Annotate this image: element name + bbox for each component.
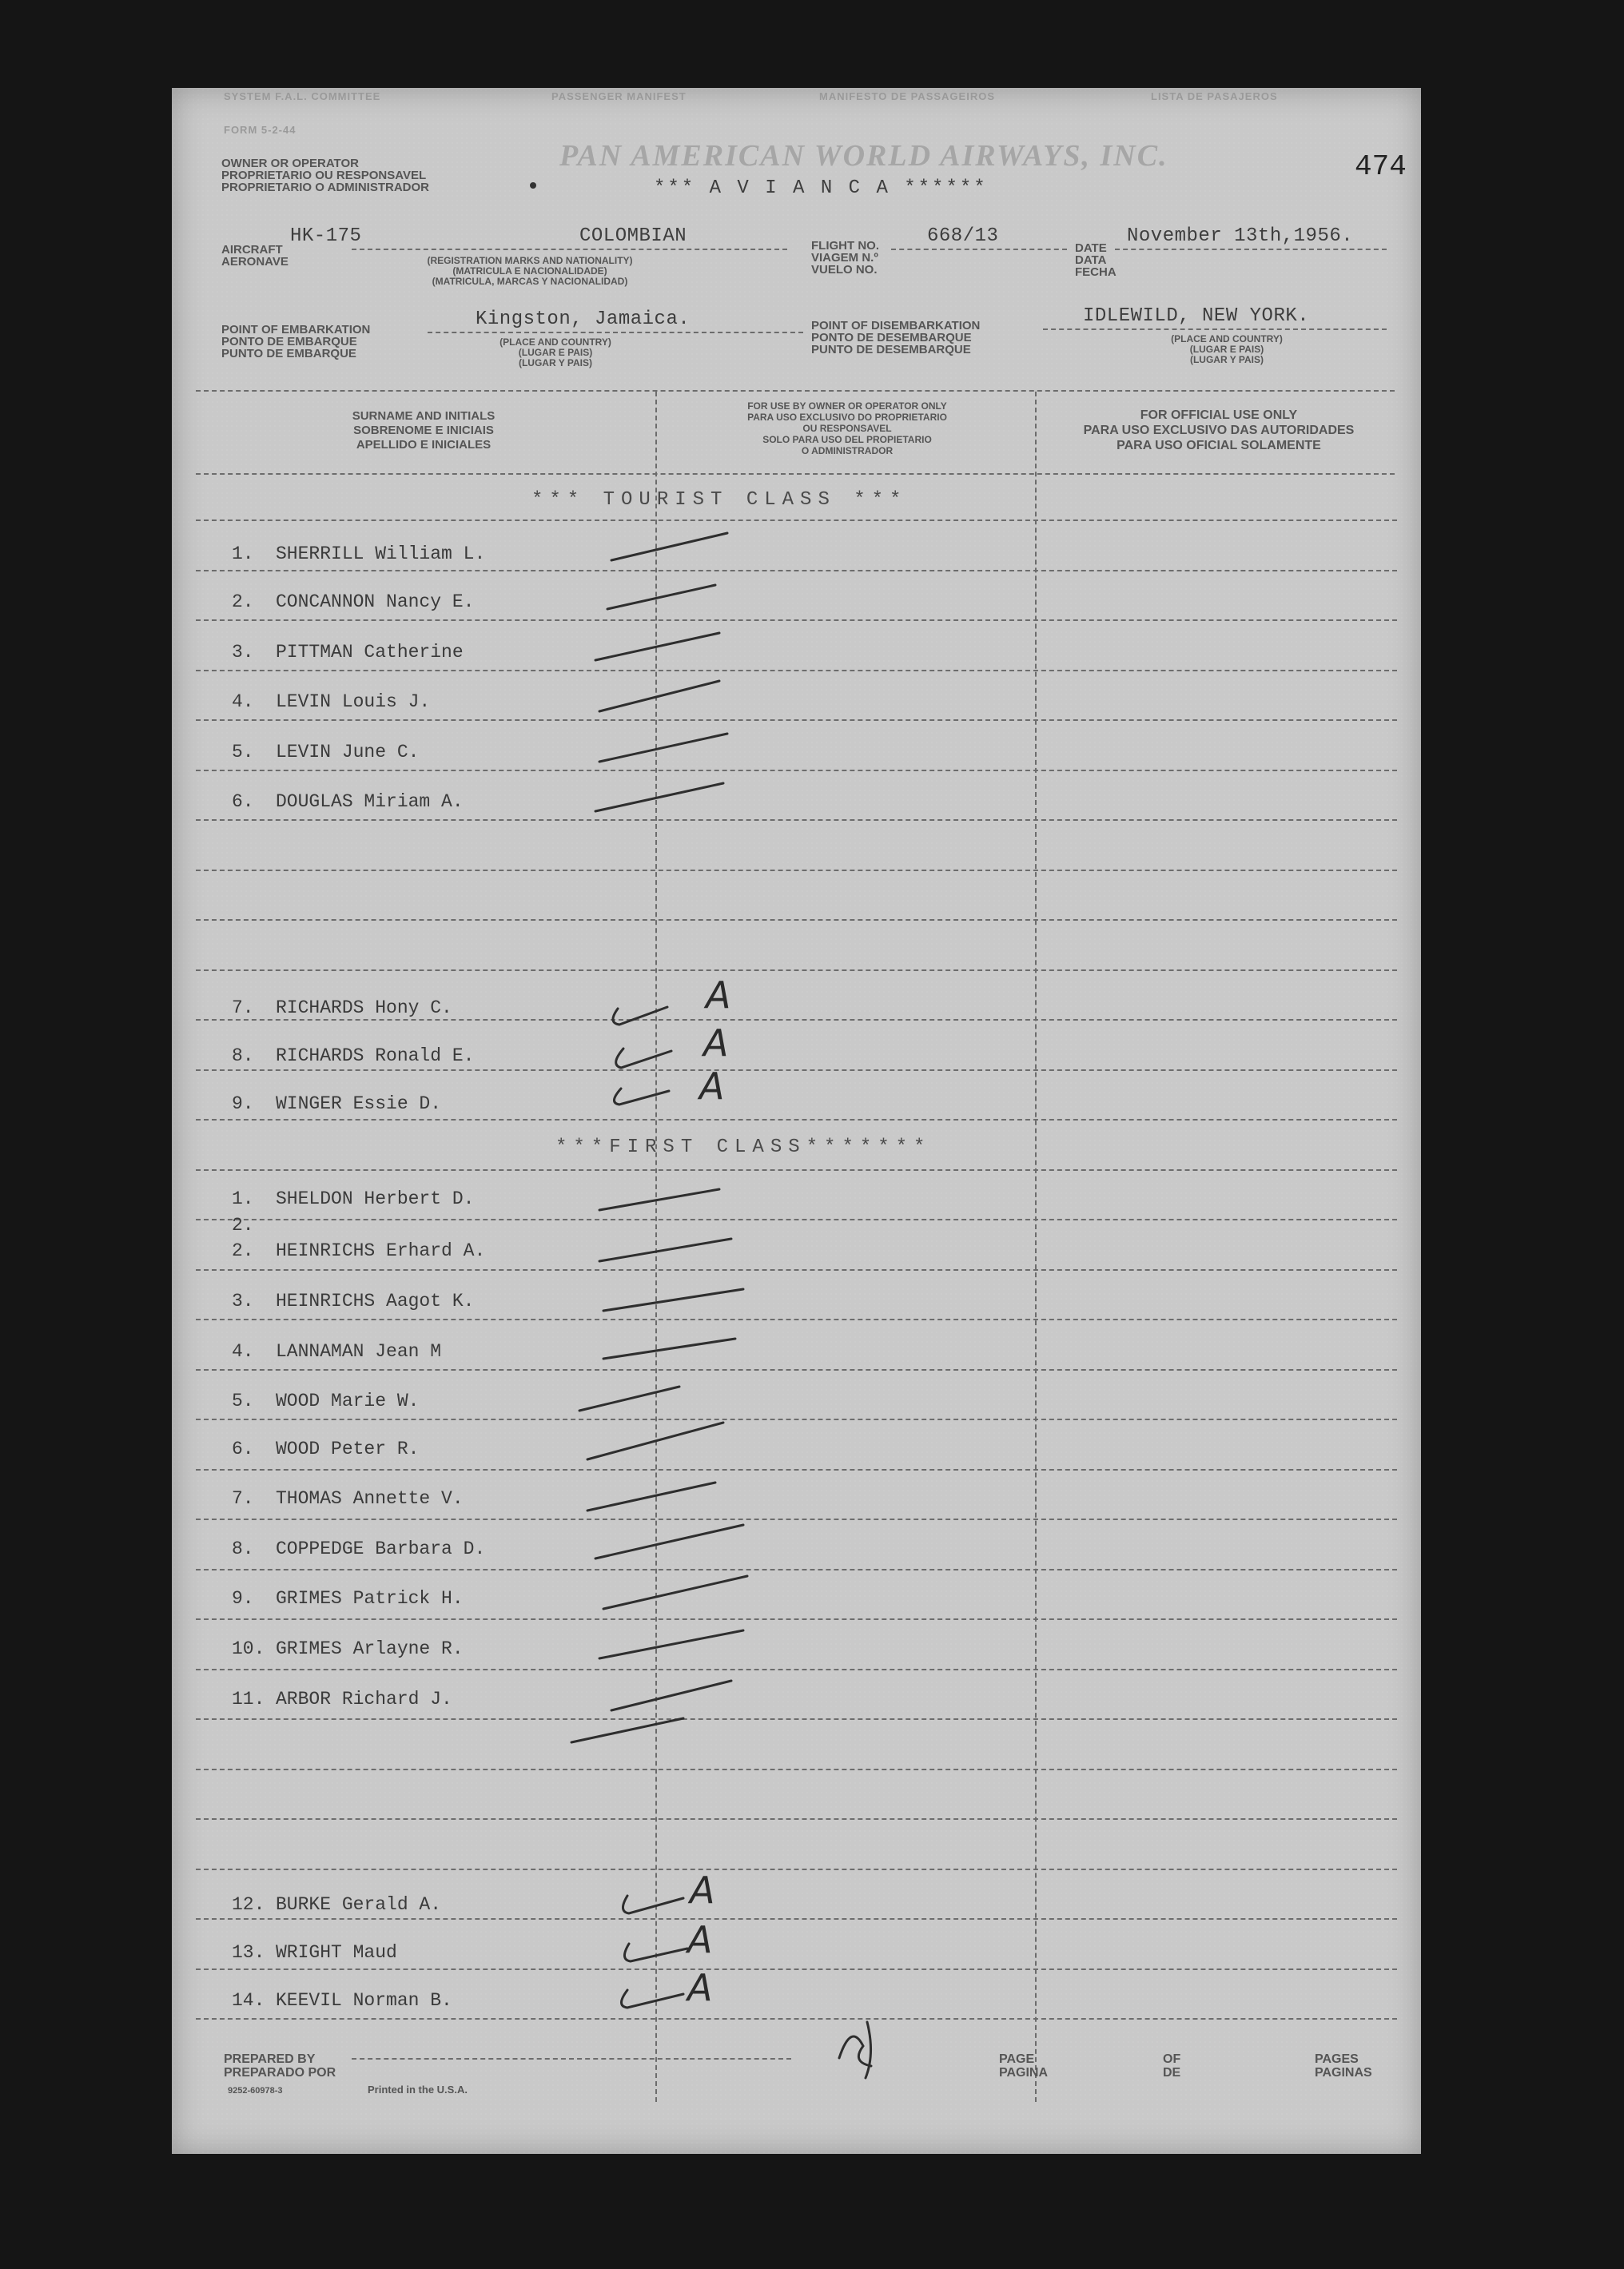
stroke-mark [571, 1718, 683, 1742]
passenger-name: BURKE Gerald A. [276, 1894, 442, 1915]
passenger-name: LEVIN June C. [276, 742, 420, 762]
embark-caption-2: (LUGAR E PAIS) [518, 347, 593, 358]
embark-label-pt: PONTO DE EMBARQUE [221, 335, 357, 348]
aircraft-nationality: COLOMBIAN [579, 225, 687, 247]
list-item: 7. RICHARDS Hony C. [232, 997, 452, 1018]
list-item: 5. LEVIN June C. [232, 742, 420, 762]
flight-date: November 13th,1956. [1127, 225, 1354, 247]
passenger-name: SHERRILL William L. [276, 543, 486, 564]
disembark-caption-3: (LUGAR Y PAIS) [1189, 354, 1264, 365]
list-item: 1. SHELDON Herbert D. [232, 1188, 475, 1209]
mark-a: A [690, 1869, 715, 1912]
embark-caption-1: (PLACE AND COUNTRY) [500, 336, 611, 348]
passenger-name: HEINRICHS Erhard A. [276, 1240, 486, 1261]
col2-header-1: FOR USE BY OWNER OR OPERATOR ONLY [747, 400, 947, 412]
aircraft-caption-3: (MATRICULA, MARCAS Y NACIONALIDAD) [432, 276, 628, 287]
list-item: 1. SHERRILL William L. [232, 543, 486, 564]
pages-label-es: PAGINAS [1315, 2066, 1372, 2080]
handwritten-marks [172, 88, 1421, 2154]
disembark-caption-1: (PLACE AND COUNTRY) [1171, 333, 1283, 344]
prepared-underline [352, 2058, 791, 2060]
list-item: 12. BURKE Gerald A. [232, 1894, 442, 1915]
disembarkation-place: IDLEWILD, NEW YORK. [1083, 305, 1310, 327]
passenger-name: ARBOR Richard J. [276, 1689, 452, 1710]
list-item: 8. COPPEDGE Barbara D. [232, 1539, 486, 1559]
stroke-mark [599, 1189, 719, 1210]
stroke-mark [595, 783, 723, 811]
avianca-line: *** A V I A N C A ****** [654, 177, 988, 199]
flight-label-es: VUELO NO. [811, 263, 878, 277]
first-class-label: ***FIRST CLASS******* [555, 1136, 932, 1158]
aircraft-label-en: AIRCRAFT [221, 243, 283, 257]
company-name: PAN AMERICAN WORLD AIRWAYS, INC. [559, 139, 1168, 173]
check-icon [622, 1990, 684, 2008]
passenger-name: WOOD Peter R. [276, 1439, 420, 1459]
passenger-name: RICHARDS Hony C. [276, 997, 452, 1018]
aircraft-caption-1: (REGISTRATION MARKS AND NATIONALITY) [427, 255, 633, 266]
manifest-sheet [172, 88, 1421, 2154]
stroke-mark [595, 633, 719, 660]
page-label-en: PAGE [999, 2052, 1035, 2066]
stroke-mark [599, 1239, 731, 1261]
disembark-caption-2: (LUGAR E PAIS) [1189, 344, 1264, 355]
check-icon [623, 1896, 683, 1913]
stroke-mark [603, 1339, 735, 1359]
passenger-name: WINGER Essie D. [276, 1093, 442, 1114]
printed-in: Printed in the U.S.A. [368, 2084, 468, 2096]
col3-header-2: PARA USO EXCLUSIVO DAS AUTORIDADES [1083, 424, 1355, 437]
stroke-mark [607, 585, 715, 609]
list-item: 14. KEEVIL Norman B. [232, 1990, 452, 2011]
aircraft-label-pt: AERONAVE [221, 255, 289, 269]
disembark-label-es: PUNTO DE DESEMBARQUE [811, 343, 971, 356]
passenger-name: SHELDON Herbert D. [276, 1188, 475, 1209]
tourist-class-label: *** TOURIST CLASS *** [531, 489, 908, 511]
stroke-mark [587, 1483, 715, 1511]
passenger-name: HEINRICHS Aagot K. [276, 1291, 475, 1312]
passenger-name: RICHARDS Ronald E. [276, 1045, 475, 1066]
owner-label-en: OWNER OR OPERATOR [221, 157, 359, 170]
col2-header-5: O ADMINISTRADOR [801, 445, 894, 456]
stroke-mark [611, 533, 727, 560]
page-number: 474 [1355, 150, 1407, 183]
list-item: 11. ARBOR Richard J. [232, 1689, 452, 1710]
header-faded-1: PASSENGER MANIFEST [551, 90, 687, 102]
list-item: 2. CONCANNON Nancy E. [232, 591, 475, 612]
owner-label-es: PROPRIETARIO O ADMINISTRADOR [221, 181, 430, 194]
list-item: 9. GRIMES Patrick H. [232, 1588, 464, 1609]
list-item: 3. PITTMAN Catherine [232, 642, 464, 663]
passenger-name: THOMAS Annette V. [276, 1488, 464, 1509]
embark-label-es: PUNTO DE EMBARQUE [221, 347, 356, 360]
of-label-es: DE [1163, 2066, 1181, 2080]
passenger-name: COPPEDGE Barbara D. [276, 1539, 486, 1559]
check-icon [616, 1049, 671, 1068]
flight-number: 668/13 [927, 225, 999, 247]
list-item: 7. THOMAS Annette V. [232, 1488, 464, 1509]
passenger-name: WOOD Marie W. [276, 1391, 420, 1411]
passenger-name: LANNAMAN Jean M [276, 1341, 442, 1362]
prepared-by-en: PREPARED BY [224, 2052, 316, 2066]
mark-a: A [699, 1065, 725, 1108]
check-icon [624, 1944, 687, 1961]
mark-a: A [706, 973, 731, 1017]
passenger-name: GRIMES Arlayne R. [276, 1638, 464, 1659]
stroke-mark [599, 734, 727, 762]
header-faded-3: LISTA DE PASAJEROS [1151, 90, 1278, 102]
passenger-name: GRIMES Patrick H. [276, 1588, 464, 1609]
stroke-mark [579, 1387, 679, 1411]
col1-header-es: APELLIDO E INICIALES [356, 438, 492, 452]
list-item: 3. HEINRICHS Aagot K. [232, 1291, 475, 1312]
stroke-mark [599, 681, 719, 711]
col2-header-2: PARA USO EXCLUSIVO DO PROPRIETARIO [747, 412, 947, 423]
form-id-number: FORM 5-2-44 [224, 124, 297, 136]
date-label-pt: DATA [1075, 253, 1107, 267]
stroke-mark [611, 1681, 731, 1710]
flight-label-pt: VIAGEM N.º [811, 251, 878, 265]
col3-header-3: PARA USO OFICIAL SOLAMENTE [1116, 439, 1321, 452]
col1-header-en: SURNAME AND INITIALS [352, 409, 496, 423]
stroke-mark [603, 1576, 747, 1609]
list-item: 8. RICHARDS Ronald E. [232, 1045, 475, 1066]
flight-label-en: FLIGHT NO. [811, 239, 879, 253]
list-item: 2. HEINRICHS Erhard A. [232, 1240, 486, 1261]
embark-caption-3: (LUGAR Y PAIS) [518, 357, 592, 368]
stroke-mark [595, 1525, 743, 1558]
list-item: 5. WOOD Marie W. [232, 1391, 420, 1411]
list-item: 9. WINGER Essie D. [232, 1093, 442, 1114]
form-code: 9252-60978-3 [228, 2086, 283, 2096]
date-label-es: FECHA [1075, 265, 1116, 279]
owner-label-pt: PROPRIETARIO OU RESPONSAVEL [221, 169, 427, 182]
disembark-label-pt: PONTO DE DESEMBARQUE [811, 331, 972, 344]
form-id-top: SYSTEM F.A.L. COMMITTEE [224, 90, 381, 102]
embarkation-place: Kingston, Jamaica. [476, 309, 691, 330]
of-label-en: OF [1163, 2052, 1181, 2066]
initials-signature [839, 2022, 871, 2078]
page-label-es: PAGINA [999, 2066, 1049, 2080]
col2-header-3: OU RESPONSAVEL [802, 423, 892, 434]
list-item: 6. WOOD Peter R. [232, 1439, 420, 1459]
passenger-name: CONCANNON Nancy E. [276, 591, 475, 612]
embark-label-en: POINT OF EMBARKATION [221, 323, 371, 336]
date-label-en: DATE [1075, 241, 1107, 255]
check-icon [613, 1007, 667, 1025]
aircraft-registration: HK-175 [290, 225, 362, 247]
list-item: 4. LEVIN Louis J. [232, 691, 431, 712]
mark-a: A [687, 1966, 713, 2009]
aircraft-caption-2: (MATRICULA E NACIONALIDADE) [452, 265, 607, 277]
col2-header-4: SOLO PARA USO DEL PROPIETARIO [762, 434, 932, 445]
disembark-label-en: POINT OF DISEMBARKATION [811, 319, 981, 332]
col3-header-1: FOR OFFICIAL USE ONLY [1140, 408, 1298, 422]
header-faded-2: MANIFESTO DE PASSAGEIROS [819, 90, 995, 102]
passenger-name: KEEVIL Norman B. [276, 1990, 452, 2011]
stroke-mark [599, 1630, 743, 1658]
mark-a: A [703, 1021, 729, 1065]
stroke-mark [587, 1423, 723, 1459]
list-item: 6. DOUGLAS Miriam A. [232, 791, 464, 812]
passenger-name: LEVIN Louis J. [276, 691, 431, 712]
passenger-name: WRIGHT Maud [276, 1942, 397, 1963]
passenger-name: PITTMAN Catherine [276, 642, 464, 663]
col1-header-pt: SOBRENOME E INICIAIS [353, 424, 494, 437]
list-item: 4. LANNAMAN Jean M [232, 1341, 442, 1362]
stroke-mark [603, 1289, 743, 1311]
list-item: 10. GRIMES Arlayne R. [232, 1638, 464, 1659]
prepared-by-es: PREPARADO POR [224, 2066, 336, 2080]
check-icon [614, 1089, 669, 1105]
passenger-name: DOUGLAS Miriam A. [276, 791, 464, 812]
mark-a: A [687, 1918, 713, 1961]
list-item: 13. WRIGHT Maud [232, 1942, 397, 1963]
extra-number: 2. [232, 1215, 254, 1236]
pages-label-en: PAGES [1315, 2052, 1359, 2066]
